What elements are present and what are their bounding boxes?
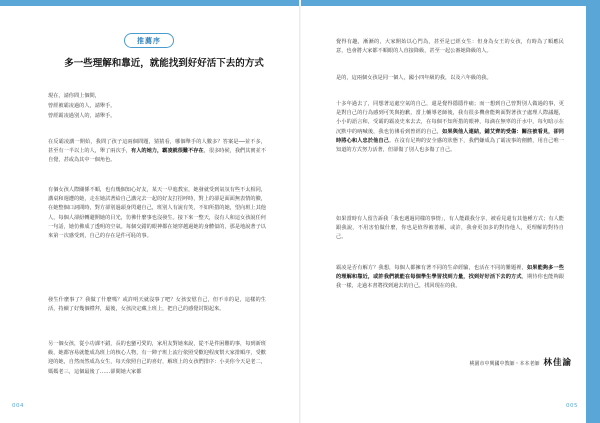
poem-line: 曾經被霸凌過的人，請舉手。: [48, 102, 116, 109]
poem-line: 曾經霸凌過別人的，請舉手。: [48, 112, 116, 119]
paragraph: 是的，這兩個女孩是同一個人，國小四年級的我，以及六年級的我。: [336, 75, 492, 81]
paragraph: 有個女孩人際關係不順，也有幾個知心好友，某天一早進教室，她發就受到氣氛有些不太相同，講桌和週遭的她，走在她試著給自己講完去一起的好友打招呼時，對上的卻是面面無表情的臉，在她整個口詞間時，對方卻別過頭身閃避自己，班別人有說有笑，不如所措的她，望向班上其他人，每個人卻紛轉避開她的目光，彷彿什麼事也沒發生。接下來一整天，沒有人和這女孩說任何一句話，她仿佛成了透明的空氣。每個交錯的眼神都在她穿越過她的身體似的，那是地說著子以來第一次感受到，自己的存在是件可恥的事。: [48, 187, 266, 240]
paragraph: 發生什麼事了？我做了什麼嗎？或許明天就沒事了吧？女孩安慰自己，但不幸的是，這樣的生活，持續了好幾個禮拜，最後，女孩決定藏上班上，把自己的感覺封閉起來。: [48, 297, 266, 313]
paragraph: 霸凌是否有解方？我想，每個人都擁有著不同的生命經驗，也活在不同的難題裡，如果能夠多一些的理解和靠近，或許我們就能在每個學生學習找到力量，找到好好活下去的方式，期待你也能夠跟我一樣，走過本書將找到過去的自己，找回現在的我。: [336, 265, 564, 290]
article-title: 多一些理解和靠近，就能找到好好活下去的方式: [64, 58, 264, 69]
opening-lines: [48, 92, 115, 121]
paragraph: 在反霸凌講一開始，我問了孩子這兩個問題，猜猜看，哪個舉手的人數多？答案是──並不多，甚至有一半以上的人，舉了兩次手，有人的她力，霸凌就很難不存在，很多時候，我們其實並不自覺，甚或為其中一個角色。: [48, 139, 266, 164]
poem-line: 現在，請你問上個問，: [48, 93, 100, 99]
section-heading: 推薦序: [124, 33, 174, 48]
page-number: 005: [566, 403, 578, 409]
paragraph: 另一個女孩，從小功課不錯，長的也蠻可愛的，家用友對她來說，從不是件困難的事，每到新班級，她都容易就能成為班上的核心人物，有一陣子班上流行依照受歡迎程度幫大家排順序，受歡迎的她，自然而然成為女生，每天依照自己的喜好，解班上的女孩們排序：小美你今天是老二，媽媽老三，這個最後了……卻間她大家都: [48, 341, 266, 375]
paragraph: 覺得有趣，漸漸的，大家開始以心門為，甚至是已經女生：但身為女王的女孩，有時為了順應民意，也會將大家都不順眼的人直接降級，甚至一起公審她降級的人。: [336, 39, 564, 55]
author-name: 林佳諭: [543, 358, 572, 368]
author-signature: [300, 356, 572, 368]
paragraph: 十多年過去了，同想著這處空氣的自己，還是覺得隱隱作痛；而一想到自己曾對別人做過的事，更是對自己的行為感到可笑與抱歉，當上輔導老師後，我有很多機會能夠面對著孩子處理人際議題，小小的語言和，受霸的霸凌史來去去，在每個不知所措的眼神，每滴在無辜的汗水中，每句暗示在沉默中的吶喊後，我也彷彿看到曾經的自己，如果與他人連結，鋪艾齊的受傷：關注被看見，卻同時將心和人忠於他自己。在沒有足夠的安全感的狀態下，我們嫌成為了霸凌事的劊體，用自己唯一知道的方式努力活著，但卻傷了別人也多傷了自己。: [336, 101, 564, 154]
author-affiliation: 桃園市中興國中教師・本本老師: [469, 361, 540, 367]
page-number: 004: [12, 403, 24, 409]
paragraph: 如果當時有人留告訴我「我也遇過同樣的事情」，有人能跟我分享，被看見還有其他種方式；有人能跟我說，不用害怕做什麼，你也是值得被善解，或許，我會更加多的對待他人，更理解的對待自己。: [336, 216, 564, 241]
